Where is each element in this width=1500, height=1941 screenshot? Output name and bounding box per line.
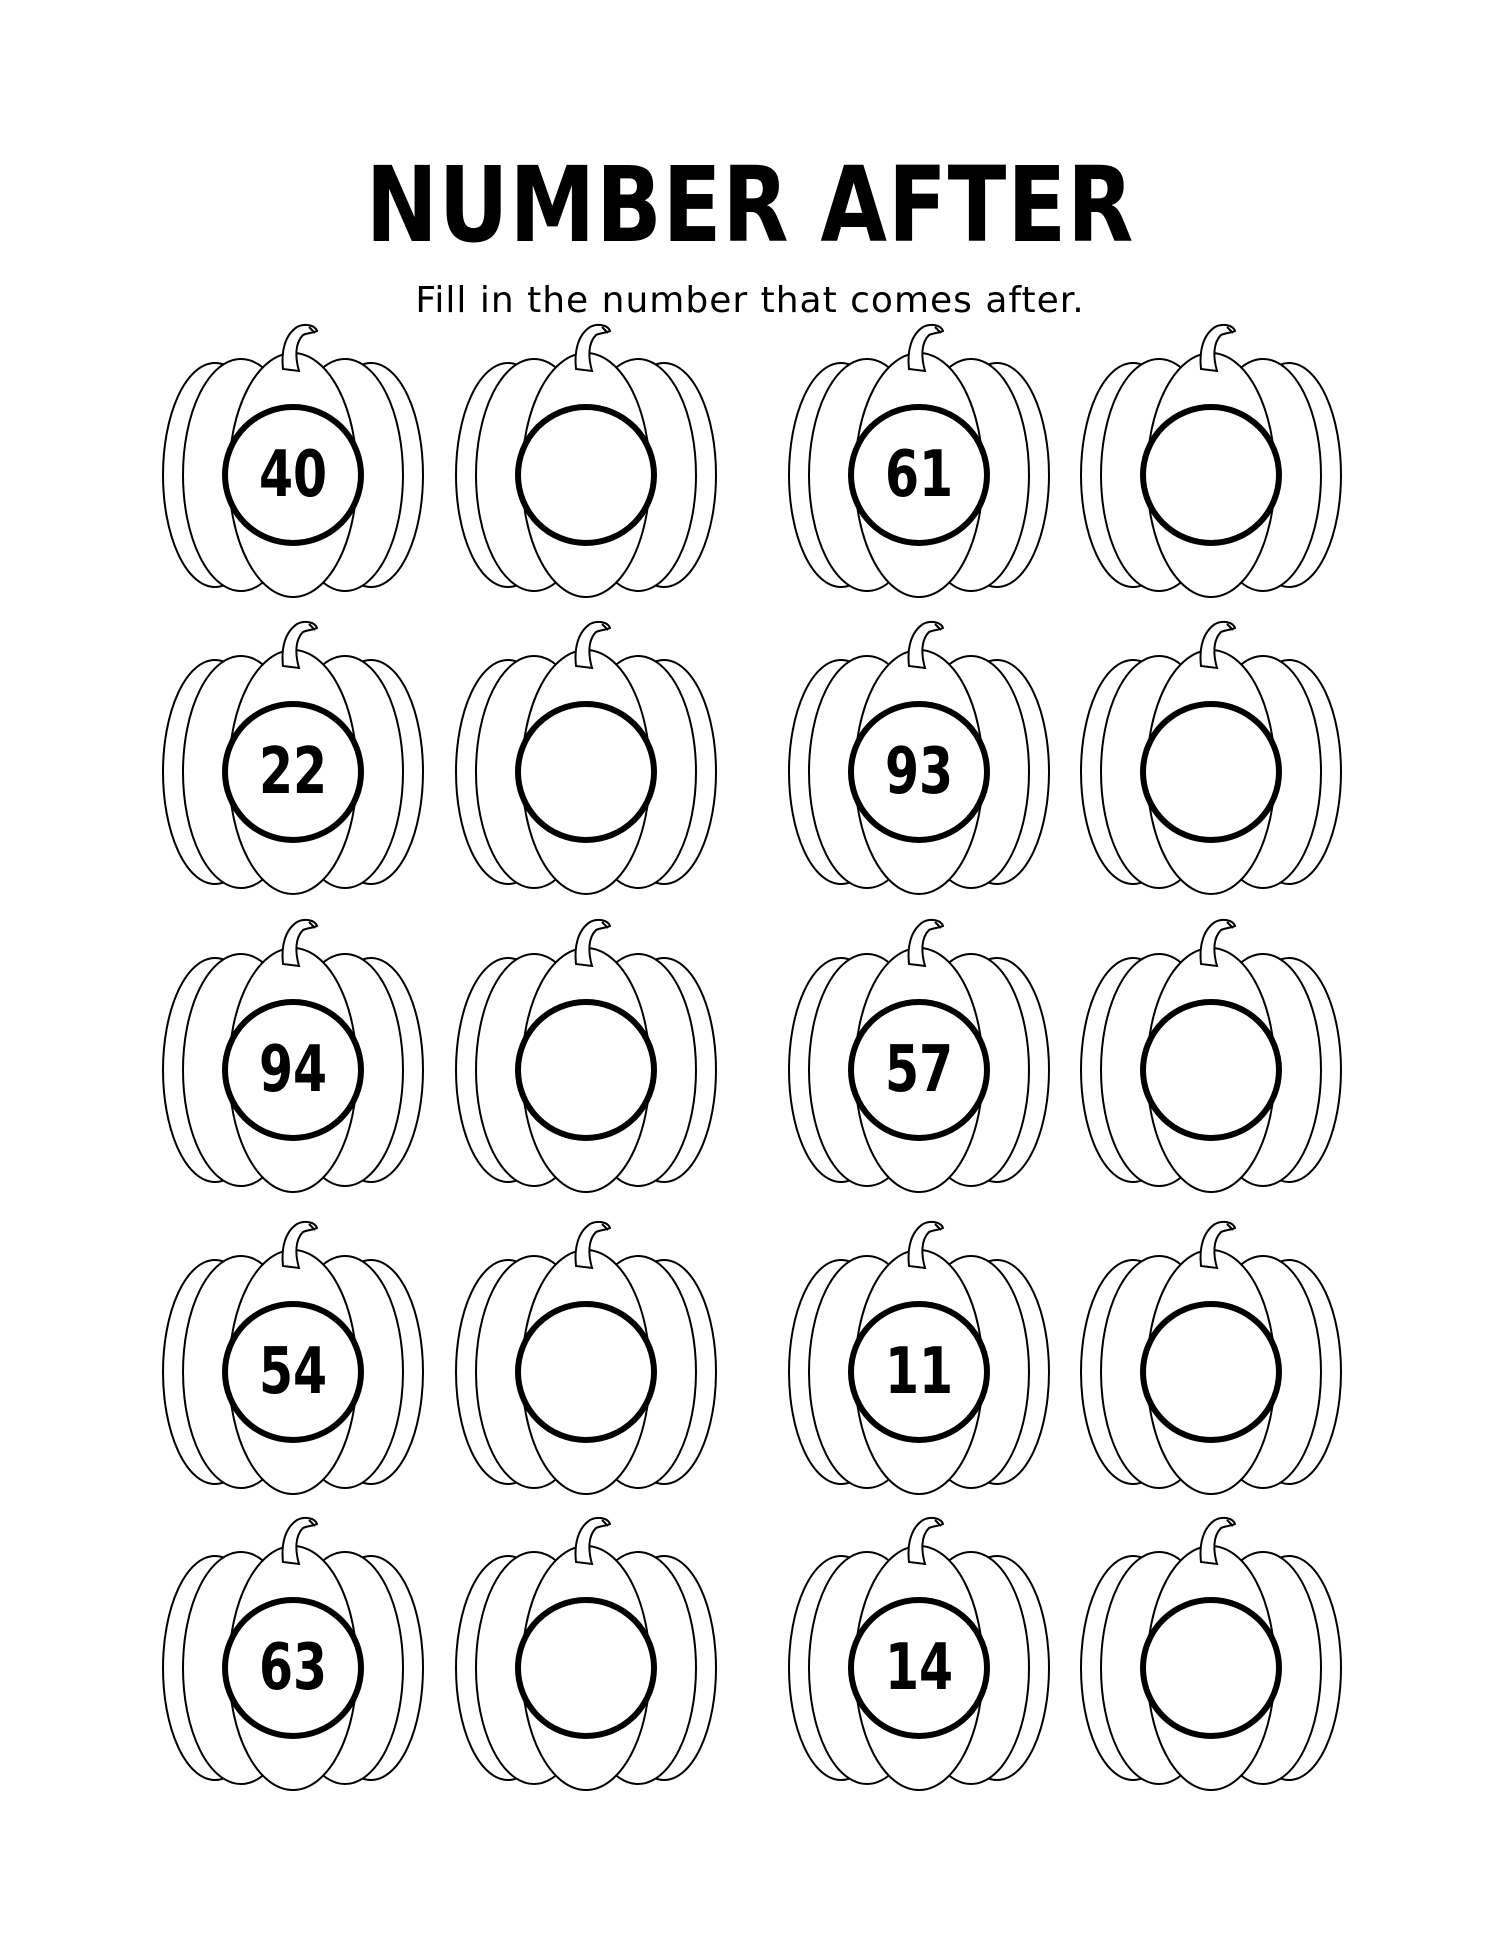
answer-pumpkin[interactable]	[450, 1222, 722, 1494]
given-number-pumpkin	[157, 1222, 429, 1494]
answer-pumpkin[interactable]	[450, 920, 722, 1192]
given-number: 61	[884, 438, 954, 512]
given-number-pumpkin	[783, 325, 1055, 597]
pumpkin-icon	[1075, 622, 1347, 894]
given-number-pumpkin	[783, 920, 1055, 1192]
pumpkin-icon	[1075, 920, 1347, 1192]
answer-pumpkin[interactable]	[1075, 622, 1347, 894]
given-number: 54	[258, 1335, 328, 1409]
pumpkin-icon	[1075, 1518, 1347, 1790]
pumpkin-icon	[1075, 325, 1347, 597]
given-number-pumpkin	[783, 622, 1055, 894]
given-number: 14	[884, 1631, 954, 1705]
given-number: 57	[884, 1033, 954, 1107]
answer-pumpkin[interactable]	[1075, 920, 1347, 1192]
pumpkin-icon	[450, 325, 722, 597]
given-number-pumpkin	[157, 1518, 429, 1790]
answer-pumpkin[interactable]	[450, 325, 722, 597]
pumpkin-icon	[450, 1222, 722, 1494]
given-number: 93	[884, 735, 954, 809]
given-number: 11	[884, 1335, 954, 1409]
worksheet-instructions: Fill in the number that comes after.	[415, 280, 1085, 321]
answer-pumpkin[interactable]	[1075, 1518, 1347, 1790]
given-number: 94	[258, 1033, 328, 1107]
pumpkin-icon	[450, 920, 722, 1192]
given-number: 22	[258, 735, 328, 809]
given-number-pumpkin	[783, 1222, 1055, 1494]
answer-pumpkin[interactable]	[1075, 325, 1347, 597]
pumpkin-icon	[1075, 1222, 1347, 1494]
answer-pumpkin[interactable]	[450, 1518, 722, 1790]
pumpkin-icon	[450, 622, 722, 894]
given-number-pumpkin	[157, 325, 429, 597]
pumpkin-icon	[450, 1518, 722, 1790]
answer-pumpkin[interactable]	[1075, 1222, 1347, 1494]
worksheet-title: NUMBER AFTER	[365, 144, 1135, 266]
given-number-pumpkin	[157, 622, 429, 894]
given-number-pumpkin	[783, 1518, 1055, 1790]
given-number: 63	[258, 1631, 328, 1705]
answer-pumpkin[interactable]	[450, 622, 722, 894]
given-number: 40	[258, 438, 328, 512]
given-number-pumpkin	[157, 920, 429, 1192]
